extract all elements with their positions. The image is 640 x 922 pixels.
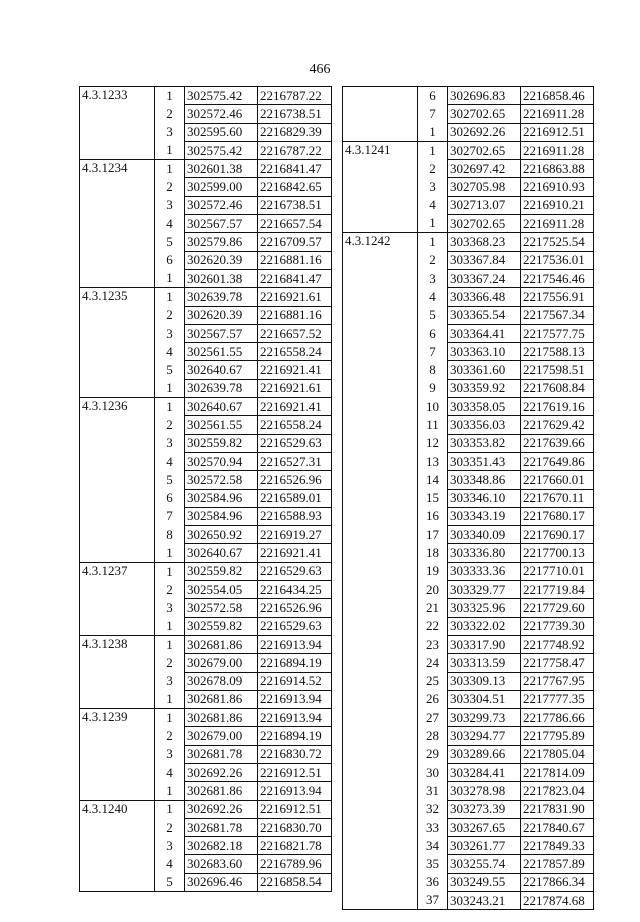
y-coordinate: 2216529.63 [258,562,332,580]
y-coordinate: 2216842.65 [258,178,332,196]
point-number: 5 [418,306,448,324]
point-number: 4 [418,196,448,214]
x-coordinate: 302601.38 [185,269,258,287]
point-number: 36 [418,873,448,891]
x-coordinate: 303267.65 [448,818,521,836]
y-coordinate: 2216913.94 [258,709,332,727]
point-number: 3 [155,745,185,763]
table-row [80,562,332,580]
x-coordinate: 303353.82 [448,434,521,452]
point-number: 4 [155,452,185,470]
point-number: 30 [418,763,448,781]
y-coordinate: 2217639.66 [521,434,594,452]
point-number: 6 [155,251,185,269]
y-coordinate: 2217546.46 [521,269,594,287]
y-coordinate: 2217700.13 [521,544,594,562]
x-coordinate: 303364.41 [448,324,521,342]
point-number: 1 [155,398,185,416]
point-number: 4 [155,343,185,361]
y-coordinate: 2216588.93 [258,507,332,525]
point-number: 1 [418,141,448,159]
y-coordinate: 2217629.42 [521,416,594,434]
point-number: 5 [155,233,185,251]
x-coordinate: 303322.02 [448,617,521,635]
x-coordinate: 302696.46 [185,873,258,891]
x-coordinate: 302678.09 [185,672,258,690]
point-number: 4 [155,215,185,233]
x-coordinate: 302575.42 [185,87,258,105]
y-coordinate: 2217748.92 [521,635,594,653]
y-coordinate: 2216709.57 [258,233,332,251]
x-coordinate: 302572.46 [185,105,258,123]
point-number: 3 [155,324,185,342]
y-coordinate: 2216894.19 [258,654,332,672]
point-number: 1 [155,269,185,287]
point-number: 8 [418,361,448,379]
point-number: 2 [155,306,185,324]
x-coordinate: 303289.66 [448,745,521,763]
y-coordinate: 2217805.04 [521,745,594,763]
point-number: 4 [155,855,185,873]
plot-id: 4.3.1235 [80,288,155,398]
table-row [343,141,594,159]
point-number: 22 [418,617,448,635]
point-number: 2 [155,581,185,599]
plot-id: 4.3.1236 [80,398,155,563]
table-row [343,87,594,105]
y-coordinate: 2216911.28 [521,215,594,233]
x-coordinate: 302681.86 [185,635,258,653]
x-coordinate: 302681.86 [185,690,258,708]
point-number: 12 [418,434,448,452]
y-coordinate: 2216921.41 [258,544,332,562]
y-coordinate: 2217536.01 [521,251,594,269]
x-coordinate: 302639.78 [185,288,258,306]
y-coordinate: 2217710.01 [521,562,594,580]
x-coordinate: 302567.57 [185,324,258,342]
y-coordinate: 2216911.28 [521,141,594,159]
point-number: 2 [418,160,448,178]
y-coordinate: 2216830.70 [258,818,332,836]
x-coordinate: 303304.51 [448,690,521,708]
x-coordinate: 303343.19 [448,507,521,525]
x-coordinate: 302697.42 [448,160,521,178]
point-number: 1 [418,215,448,233]
point-number: 37 [418,892,448,910]
y-coordinate: 2216830.72 [258,745,332,763]
y-coordinate: 2216911.28 [521,105,594,123]
y-coordinate: 2217795.89 [521,727,594,745]
x-coordinate: 302567.57 [185,215,258,233]
y-coordinate: 2217588.13 [521,343,594,361]
point-number: 1 [418,233,448,251]
point-number: 7 [418,343,448,361]
coordinate-table-left [79,86,332,892]
x-coordinate: 303309.13 [448,672,521,690]
y-coordinate: 2217577.75 [521,324,594,342]
point-number: 1 [155,562,185,580]
y-coordinate: 2217690.17 [521,526,594,544]
table-row [80,288,332,306]
x-coordinate: 303249.55 [448,873,521,891]
x-coordinate: 303348.86 [448,471,521,489]
x-coordinate: 302679.00 [185,654,258,672]
y-coordinate: 2216529.63 [258,617,332,635]
point-number: 1 [155,544,185,562]
x-coordinate: 302692.26 [448,123,521,141]
x-coordinate: 303294.77 [448,727,521,745]
point-number: 4 [418,288,448,306]
point-number: 1 [155,709,185,727]
y-coordinate: 2216787.22 [258,87,332,105]
x-coordinate: 302561.55 [185,343,258,361]
y-coordinate: 2216841.47 [258,160,332,178]
point-number: 35 [418,855,448,873]
plot-id: 4.3.1238 [80,635,155,708]
point-number: 3 [418,269,448,287]
point-number: 3 [155,599,185,617]
y-coordinate: 2216921.41 [258,398,332,416]
x-coordinate: 303366.48 [448,288,521,306]
y-coordinate: 2216657.54 [258,215,332,233]
x-coordinate: 302570.94 [185,452,258,470]
y-coordinate: 2216527.31 [258,452,332,470]
y-coordinate: 2216434.25 [258,581,332,599]
x-coordinate: 302559.82 [185,617,258,635]
plot-id: 4.3.1234 [80,160,155,288]
y-coordinate: 2217767.95 [521,672,594,690]
y-coordinate: 2217556.91 [521,288,594,306]
plot-id: 4.3.1237 [80,562,155,635]
y-coordinate: 2216881.16 [258,251,332,269]
y-coordinate: 2216858.54 [258,873,332,891]
x-coordinate: 303261.77 [448,837,521,855]
x-coordinate: 303325.96 [448,599,521,617]
x-coordinate: 302682.18 [185,837,258,855]
point-number: 3 [418,178,448,196]
x-coordinate: 302681.86 [185,782,258,800]
y-coordinate: 2216821.78 [258,837,332,855]
y-coordinate: 2216881.16 [258,306,332,324]
y-coordinate: 2217649.86 [521,452,594,470]
point-number: 3 [155,434,185,452]
x-coordinate: 302692.26 [185,800,258,818]
x-coordinate: 302595.60 [185,123,258,141]
point-number: 1 [155,87,185,105]
point-number: 34 [418,837,448,855]
plot-id: 4.3.1240 [80,800,155,891]
x-coordinate: 303273.39 [448,800,521,818]
y-coordinate: 2216913.94 [258,782,332,800]
x-coordinate: 302683.60 [185,855,258,873]
point-number: 28 [418,727,448,745]
x-coordinate: 302696.83 [448,87,521,105]
x-coordinate: 302650.92 [185,526,258,544]
point-number: 29 [418,745,448,763]
x-coordinate: 303351.43 [448,452,521,470]
coordinate-table-right [342,86,594,910]
point-number: 31 [418,782,448,800]
x-coordinate: 302640.67 [185,544,258,562]
x-coordinate: 302572.46 [185,196,258,214]
y-coordinate: 2216912.51 [258,800,332,818]
point-number: 26 [418,690,448,708]
x-coordinate: 303368.23 [448,233,521,251]
y-coordinate: 2216894.19 [258,727,332,745]
y-coordinate: 2217874.68 [521,892,594,910]
y-coordinate: 2217598.51 [521,361,594,379]
point-number: 1 [155,288,185,306]
table-row [343,233,594,251]
x-coordinate: 303329.77 [448,581,521,599]
point-number: 27 [418,709,448,727]
table-row [80,800,332,818]
x-coordinate: 303255.74 [448,855,521,873]
x-coordinate: 303356.03 [448,416,521,434]
point-number: 2 [155,654,185,672]
x-coordinate: 303243.21 [448,892,521,910]
x-coordinate: 303358.05 [448,398,521,416]
y-coordinate: 2216738.51 [258,196,332,214]
x-coordinate: 303361.60 [448,361,521,379]
point-number: 7 [155,507,185,525]
y-coordinate: 2216841.47 [258,269,332,287]
y-coordinate: 2216921.41 [258,361,332,379]
point-number: 5 [155,471,185,489]
x-coordinate: 302681.78 [185,818,258,836]
x-coordinate: 302572.58 [185,599,258,617]
x-coordinate: 302702.65 [448,141,521,159]
y-coordinate: 2217729.60 [521,599,594,617]
table-row [80,160,332,178]
y-coordinate: 2217758.47 [521,654,594,672]
x-coordinate: 302640.67 [185,398,258,416]
point-number: 2 [155,818,185,836]
x-coordinate: 303365.54 [448,306,521,324]
x-coordinate: 303299.73 [448,709,521,727]
y-coordinate: 2217567.34 [521,306,594,324]
point-number: 3 [155,196,185,214]
point-number: 19 [418,562,448,580]
point-number: 10 [418,398,448,416]
y-coordinate: 2217831.90 [521,800,594,818]
table-row [80,709,332,727]
y-coordinate: 2217660.01 [521,471,594,489]
point-number: 2 [155,416,185,434]
plot-id: 4.3.1233 [80,87,155,160]
y-coordinate: 2217680.17 [521,507,594,525]
y-coordinate: 2216913.94 [258,635,332,653]
point-number: 6 [155,489,185,507]
y-coordinate: 2216858.46 [521,87,594,105]
y-coordinate: 2217786.66 [521,709,594,727]
y-coordinate: 2216910.93 [521,178,594,196]
point-number: 11 [418,416,448,434]
x-coordinate: 302639.78 [185,379,258,397]
y-coordinate: 2216738.51 [258,105,332,123]
y-coordinate: 2216921.61 [258,288,332,306]
point-number: 3 [155,123,185,141]
y-coordinate: 2216912.51 [521,123,594,141]
y-coordinate: 2217857.89 [521,855,594,873]
y-coordinate: 2216919.27 [258,526,332,544]
point-number: 33 [418,818,448,836]
x-coordinate: 302681.78 [185,745,258,763]
point-number: 17 [418,526,448,544]
point-number: 6 [418,324,448,342]
x-coordinate: 303336.80 [448,544,521,562]
x-coordinate: 302559.82 [185,434,258,452]
point-number: 1 [155,160,185,178]
y-coordinate: 2216912.51 [258,763,332,781]
point-number: 5 [155,361,185,379]
y-coordinate: 2217608.84 [521,379,594,397]
x-coordinate: 303367.84 [448,251,521,269]
x-coordinate: 303363.10 [448,343,521,361]
y-coordinate: 2217619.16 [521,398,594,416]
y-coordinate: 2217823.04 [521,782,594,800]
y-coordinate: 2216921.61 [258,379,332,397]
point-number: 23 [418,635,448,653]
x-coordinate: 302599.00 [185,178,258,196]
y-coordinate: 2216913.94 [258,690,332,708]
y-coordinate: 2216829.39 [258,123,332,141]
x-coordinate: 302702.65 [448,215,521,233]
y-coordinate: 2216529.63 [258,434,332,452]
page-number: 466 [309,62,331,77]
x-coordinate: 302681.86 [185,709,258,727]
y-coordinate: 2217739.30 [521,617,594,635]
x-coordinate: 303340.09 [448,526,521,544]
point-number: 1 [155,782,185,800]
point-number: 15 [418,489,448,507]
point-number: 1 [155,379,185,397]
point-number: 2 [155,178,185,196]
x-coordinate: 302713.07 [448,196,521,214]
x-coordinate: 302620.39 [185,306,258,324]
plot-id: 4.3.1241 [343,141,418,232]
point-number: 32 [418,800,448,818]
x-coordinate: 302572.58 [185,471,258,489]
x-coordinate: 302561.55 [185,416,258,434]
x-coordinate: 302692.26 [185,763,258,781]
x-coordinate: 302559.82 [185,562,258,580]
x-coordinate: 303346.10 [448,489,521,507]
point-number: 2 [155,727,185,745]
point-number: 20 [418,581,448,599]
point-number: 3 [155,837,185,855]
point-number: 8 [155,526,185,544]
x-coordinate: 302640.67 [185,361,258,379]
x-coordinate: 302702.65 [448,105,521,123]
point-number: 2 [418,251,448,269]
y-coordinate: 2216589.01 [258,489,332,507]
point-number: 4 [155,763,185,781]
point-number: 3 [155,672,185,690]
y-coordinate: 2217814.09 [521,763,594,781]
x-coordinate: 302584.96 [185,507,258,525]
y-coordinate: 2216910.21 [521,196,594,214]
point-number: 18 [418,544,448,562]
plot-id: 4.3.1239 [80,709,155,800]
point-number: 25 [418,672,448,690]
x-coordinate: 302575.42 [185,141,258,159]
y-coordinate: 2217719.84 [521,581,594,599]
point-number: 1 [155,690,185,708]
table-row [80,398,332,416]
point-number: 7 [418,105,448,123]
y-coordinate: 2217670.11 [521,489,594,507]
point-number: 1 [155,800,185,818]
x-coordinate: 302579.86 [185,233,258,251]
y-coordinate: 2216558.24 [258,343,332,361]
point-number: 1 [155,635,185,653]
y-coordinate: 2216526.96 [258,599,332,617]
x-coordinate: 303278.98 [448,782,521,800]
point-number: 1 [418,123,448,141]
y-coordinate: 2216789.96 [258,855,332,873]
y-coordinate: 2216863.88 [521,160,594,178]
x-coordinate: 302554.05 [185,581,258,599]
table-row [80,635,332,653]
x-coordinate: 303367.24 [448,269,521,287]
y-coordinate: 2217840.67 [521,818,594,836]
y-coordinate: 2217525.54 [521,233,594,251]
y-coordinate: 2216558.24 [258,416,332,434]
point-number: 21 [418,599,448,617]
point-number: 16 [418,507,448,525]
plot-id: 4.3.1242 [343,233,418,910]
y-coordinate: 2216657.52 [258,324,332,342]
y-coordinate: 2217849.33 [521,837,594,855]
point-number: 1 [155,141,185,159]
point-number: 2 [155,105,185,123]
point-number: 9 [418,379,448,397]
x-coordinate: 303313.59 [448,654,521,672]
x-coordinate: 302584.96 [185,489,258,507]
plot-id [343,87,418,142]
y-coordinate: 2216526.96 [258,471,332,489]
y-coordinate: 2216787.22 [258,141,332,159]
x-coordinate: 302679.00 [185,727,258,745]
point-number: 13 [418,452,448,470]
point-number: 5 [155,873,185,891]
x-coordinate: 303359.92 [448,379,521,397]
table-row [80,87,332,105]
x-coordinate: 302620.39 [185,251,258,269]
point-number: 14 [418,471,448,489]
y-coordinate: 2217777.35 [521,690,594,708]
point-number: 6 [418,87,448,105]
x-coordinate: 302601.38 [185,160,258,178]
point-number: 1 [155,617,185,635]
x-coordinate: 303284.41 [448,763,521,781]
x-coordinate: 303333.36 [448,562,521,580]
point-number: 24 [418,654,448,672]
x-coordinate: 303317.90 [448,635,521,653]
y-coordinate: 2217866.34 [521,873,594,891]
y-coordinate: 2216914.52 [258,672,332,690]
x-coordinate: 302705.98 [448,178,521,196]
